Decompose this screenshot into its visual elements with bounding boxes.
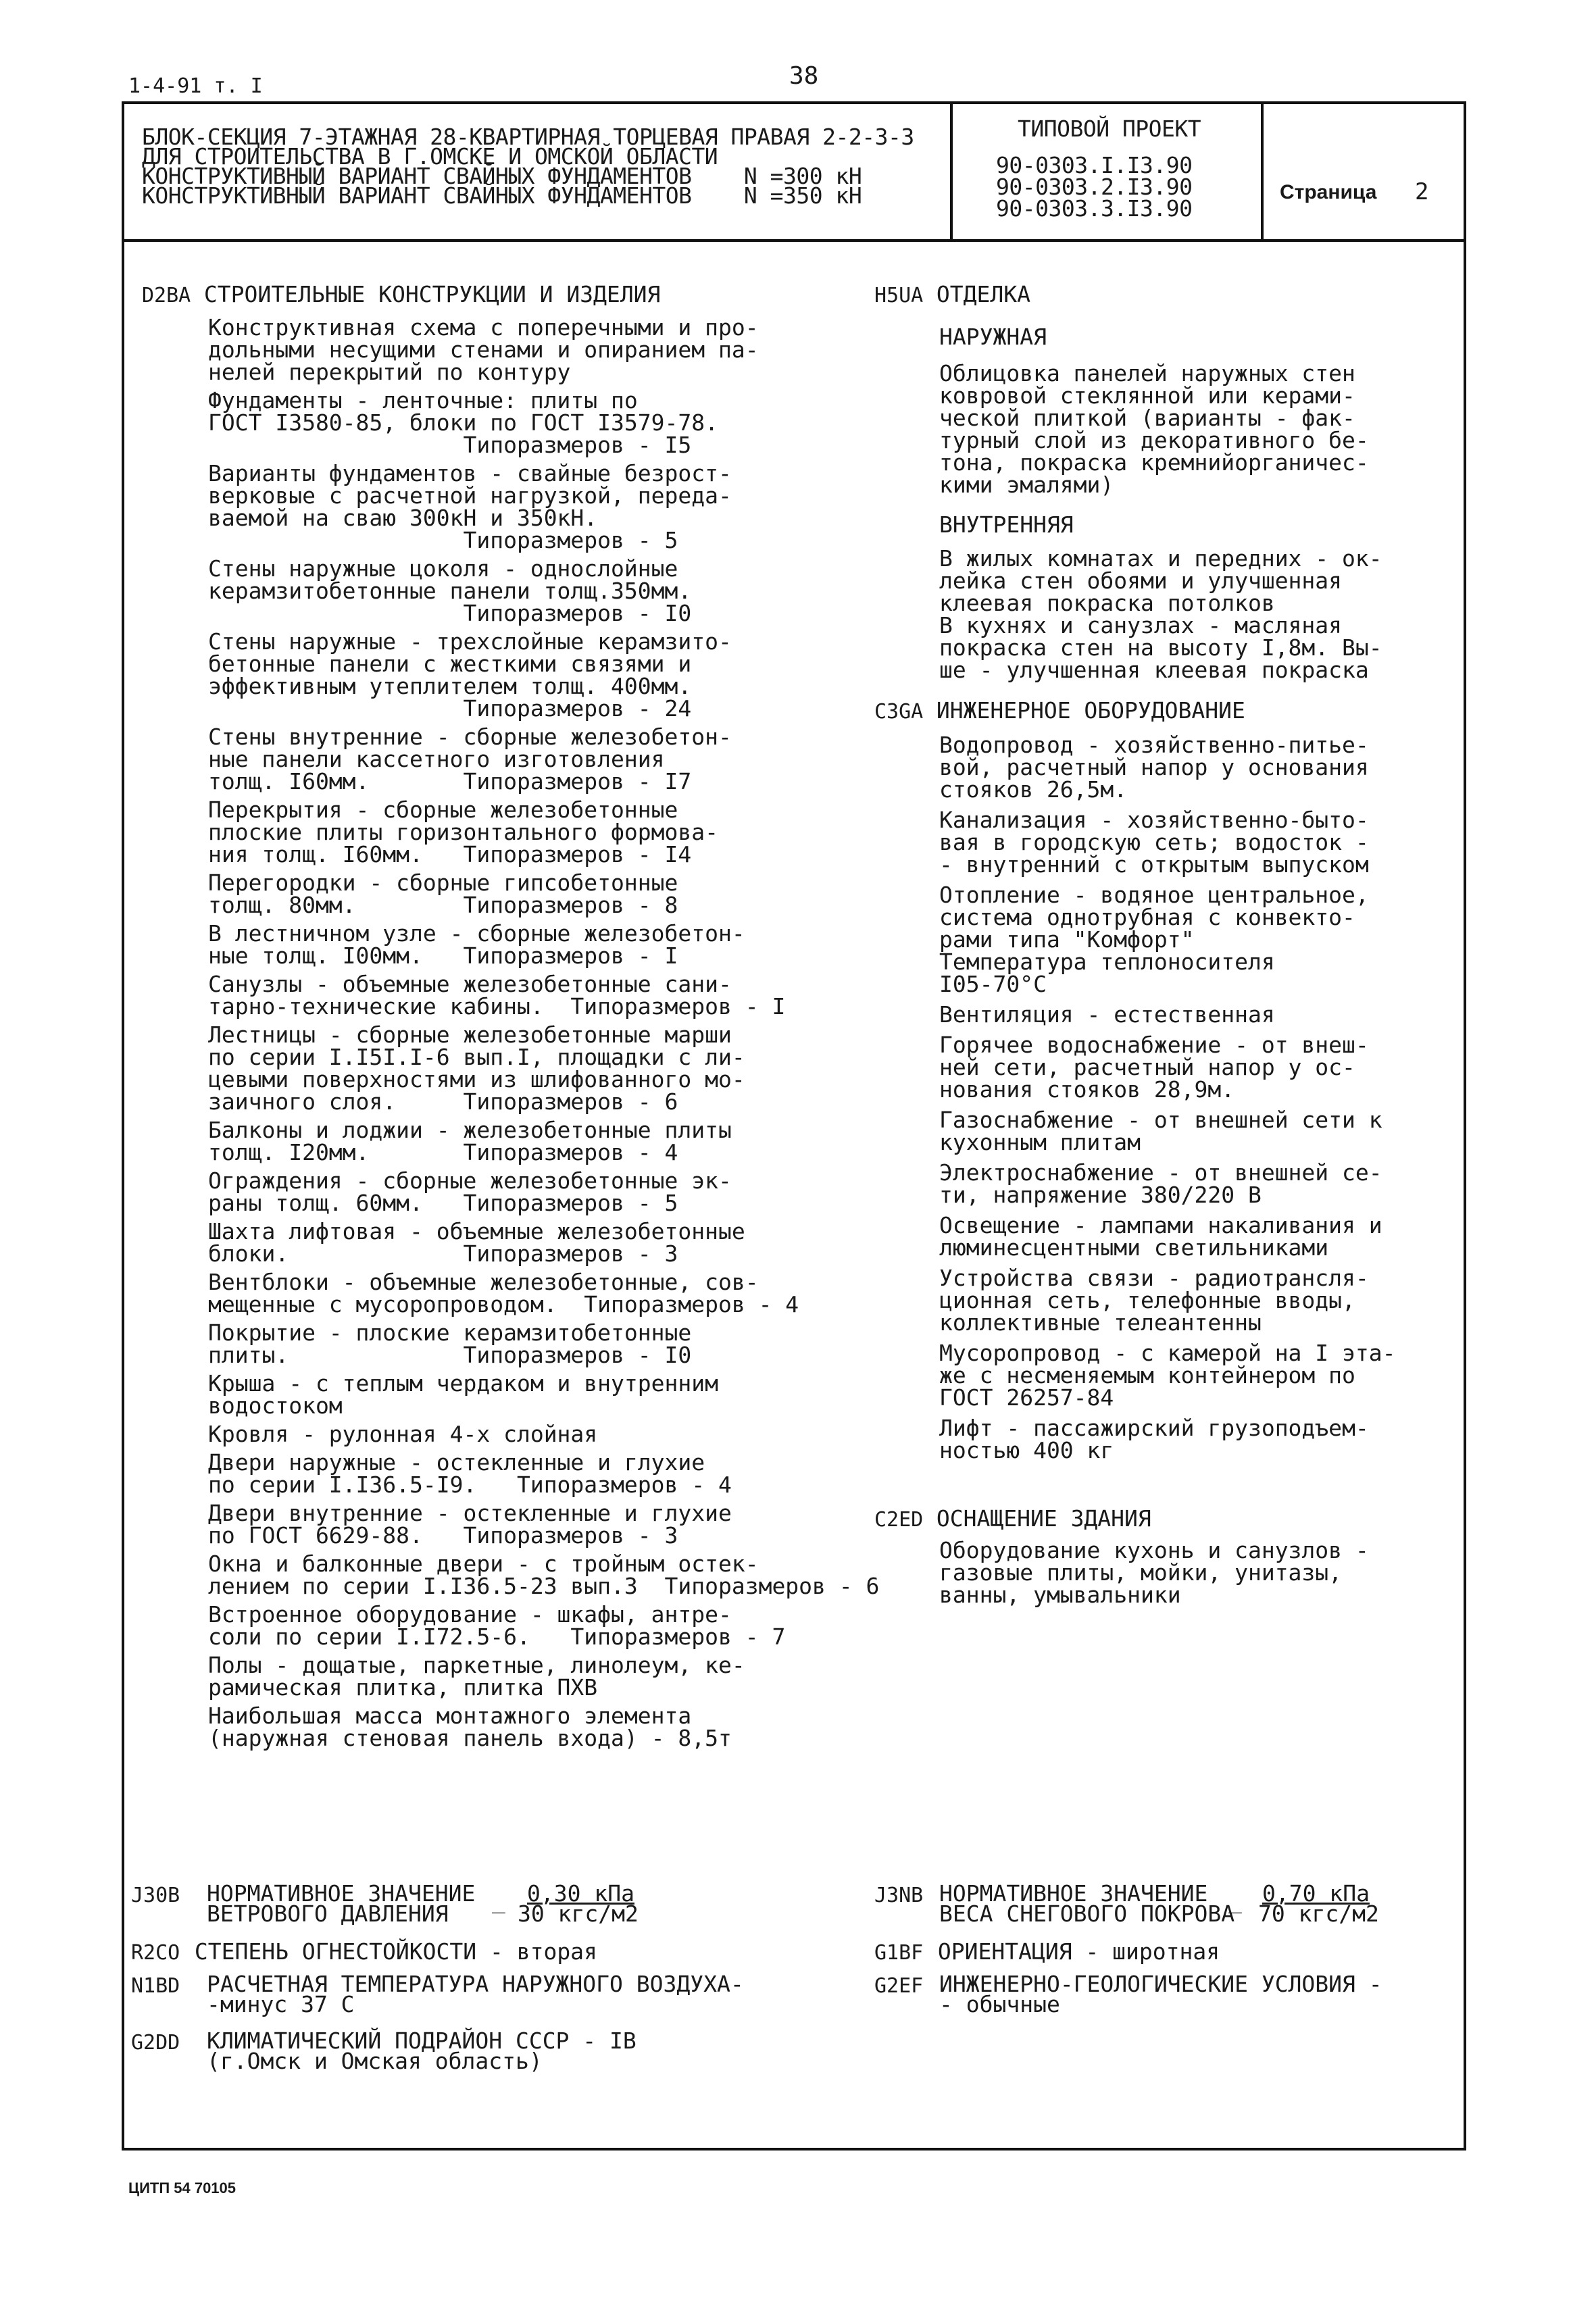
section-code: D2BA	[142, 284, 191, 307]
finish-outer-line: турный слой из декоративного бе-	[939, 427, 1369, 453]
engineering-item	[939, 1109, 1426, 1153]
engineering-item-line: Горячее водоснабжение - от внеш-	[939, 1032, 1369, 1058]
structure-item-line: ния толщ. I60мм. Типоразмеров - I4	[208, 841, 692, 867]
title-line-4: КОНСТРУКТИВНЫЙ ВАРИАНТ СВАЙНЫХ ФУНДАМЕНТОВ N =350 кН	[142, 182, 862, 209]
engineering-item-line: I05-70°С	[939, 971, 1047, 997]
finish-inner-title: ВНУТРЕННЯЯ	[939, 511, 1074, 538]
engineering-item	[939, 1342, 1426, 1409]
structure-item-line: Стены наружные цоколя - однослойные	[208, 555, 678, 582]
section-engineering	[874, 697, 1245, 724]
structure-item	[208, 1451, 803, 1496]
finish-outer-title: НАРУЖНАЯ	[939, 324, 1047, 350]
engineering-item	[939, 1214, 1426, 1259]
engineering-item-line: Температура теплоносителя	[939, 949, 1275, 975]
project-number-3: 90-0303.3.I3.90	[996, 195, 1193, 222]
structure-item	[208, 389, 803, 456]
structure-item-line: ные панели кассетного изготовления	[208, 746, 665, 772]
structure-item-line: эффективным утеплителем толщ. 400мм.	[208, 673, 692, 699]
engineering-item-line: Канализация - хозяйственно-быто-	[939, 807, 1369, 833]
finish-outer-line: кими эмалями)	[939, 472, 1114, 498]
structure-item-line: Покрытие - плоские керамзитобетонные	[208, 1319, 692, 1346]
structure-item	[208, 971, 803, 1020]
structure-item	[208, 1372, 803, 1417]
structure-item-line: Двери внутренние - остекленные и глухие	[208, 1500, 732, 1526]
engineering-item-line: ностью 400 кг	[939, 1437, 1114, 1463]
structure-item-line: Типоразмеров - I5	[208, 432, 692, 458]
structure-item	[208, 799, 803, 865]
finish-outer-line: Облицовка панелей наружных стен	[939, 360, 1355, 386]
structure-item-line: нелей перекрытий по контуру	[208, 359, 571, 385]
engineering-item-line: Лифт - пассажирский грузоподъем-	[939, 1415, 1369, 1441]
project-number-1: 90-0303.I.I3.90	[996, 152, 1193, 178]
engineering-item-line: ней сети, расчетный напор у ос-	[939, 1054, 1355, 1080]
equipment-line: ванны, умывальники	[939, 1582, 1181, 1608]
structure-item-line: по серии I.I5I.I-6 вып.I, площадки с ли-	[208, 1044, 745, 1070]
sheet-block	[1264, 101, 1466, 242]
structure-item-line: по серии I.I36.5-I9. Типоразмеров - 4	[208, 1472, 732, 1498]
structure-item-line: дольными несущими стенами и опиранием па-	[208, 336, 759, 363]
fraction-dash: _	[1228, 1887, 1242, 1913]
structure-item	[208, 316, 803, 383]
structure-item-line: толщ. I20мм. Типоразмеров - 4	[208, 1139, 678, 1165]
structure-item-line: керамзитобетонные панели толщ.350мм.	[208, 578, 692, 604]
param-numerator: 0,70 кПа	[1262, 1880, 1370, 1907]
structure-item-line: водостоком	[208, 1392, 343, 1419]
equipment-line: Оборудование кухонь и санузлов -	[939, 1537, 1369, 1563]
structure-item-line: блоки. Типоразмеров - 3	[208, 1240, 678, 1267]
param-line-2: -минус 37 С	[207, 1991, 355, 2017]
param-code: J3NB	[874, 1884, 924, 1907]
fire-resistance	[131, 1940, 597, 1965]
section-equipment	[874, 1505, 1151, 1532]
sheet-value: 2	[1415, 178, 1429, 205]
engineering-item-line: ти, напряжение 380/220 В	[939, 1182, 1262, 1208]
finish-outer-line: тона, покраска кремнийорганичес-	[939, 449, 1369, 476]
structure-item-line: Наибольшая масса монтажного элемента	[208, 1703, 692, 1729]
param-denominator: 30 кгс/м2	[518, 1901, 639, 1927]
project-number-2: 90-0303.2.I3.90	[996, 174, 1193, 200]
structure-item-line: Перекрытия - сборные железобетонные	[208, 797, 678, 823]
section-finish	[874, 281, 1030, 307]
engineering-item-line: коллективные телеантенны	[939, 1309, 1262, 1336]
finish-inner-line: ше - улучшенная клеевая покраска	[939, 657, 1369, 683]
page-number: 38	[789, 62, 819, 90]
structure-item	[208, 1654, 803, 1699]
section-heading: ОСНАЩЕНИЕ ЗДАНИЯ	[936, 1505, 1151, 1532]
engineering-item-line: - внутренний с открытым выпуском	[939, 851, 1369, 878]
structure-item	[208, 922, 803, 967]
structure-item-line: Крыша - с теплым чердаком и внутренним	[208, 1370, 718, 1397]
project-label: ТИПОВОЙ ПРОЕКТ	[1018, 116, 1201, 142]
structure-item	[208, 1169, 803, 1214]
project-block	[953, 101, 1264, 242]
structure-item-line: Типоразмеров - I0	[208, 600, 692, 626]
structure-item-line: Типоразмеров - 24	[208, 695, 692, 722]
structure-item	[208, 462, 803, 551]
engineering-item	[939, 734, 1426, 801]
structure-item-line: Балконы и лоджии - железобетонные плиты	[208, 1117, 732, 1143]
param-code: N1BD	[131, 1974, 180, 1998]
engineering-item-line: Мусоропровод - с камерой на I эта-	[939, 1340, 1396, 1366]
structure-item-line: толщ. I60мм. Типоразмеров - I7	[208, 768, 692, 795]
param-line-1: КЛИМАТИЧЕСКИЙ ПОДРАЙОН СССР - IВ	[207, 2028, 637, 2054]
structure-item-line: Полы - дощатые, паркетные, линолеум, ке-	[208, 1652, 745, 1678]
param-denominator: 70 кгс/м2	[1258, 1901, 1379, 1927]
section-heading: ИНЖЕНЕРНОЕ ОБОРУДОВАНИЕ	[936, 697, 1245, 724]
engineering-item-line: ГОСТ 26257-84	[939, 1384, 1114, 1411]
param-line-1: НОРМАТИВНОЕ ЗНАЧЕНИЕ	[207, 1880, 476, 1907]
param-line-2: - обычные	[939, 1991, 1060, 2017]
param-code: G2EF	[874, 1974, 924, 1998]
engineering-item	[939, 1034, 1426, 1101]
engineering-item-line: рами типа "Комфорт"	[939, 926, 1195, 953]
engineering-item-line: Газоснабжение - от внешней сети к	[939, 1107, 1382, 1133]
engineering-item	[939, 809, 1426, 876]
param-code: G2DD	[131, 2031, 180, 2055]
structure-item-line: толщ. 80мм. Типоразмеров - 8	[208, 892, 678, 918]
structure-item-line: раны толщ. 60мм. Типоразмеров - 5	[208, 1190, 678, 1216]
structure-item	[208, 1319, 803, 1368]
structure-item-line: верковые с расчетной нагрузкой, переда-	[208, 482, 732, 509]
engineering-item	[939, 1003, 1426, 1026]
param-code: R2CO	[131, 1941, 180, 1965]
structure-item	[208, 1024, 803, 1113]
structure-item-line: цевыми поверхностями из шлифованного мо-	[208, 1066, 745, 1092]
structure-item-line: Варианты фундаментов - свайные безрост-	[208, 460, 732, 486]
structure-item-line: Вентблоки - объемные железобетонные, сов-	[208, 1269, 759, 1295]
param-line-2: ВЕТРОВОГО ДАВЛЕНИЯ	[207, 1901, 449, 1927]
structure-item	[208, 726, 803, 793]
orientation	[874, 1940, 1220, 1965]
structures-list	[208, 314, 880, 1755]
structure-item-line: по ГОСТ 6629-88. Типоразмеров - 3	[208, 1522, 678, 1549]
engineering-item-line: Устройства связи - радиотрансля-	[939, 1265, 1369, 1291]
structure-item	[208, 1603, 803, 1648]
engineering-item-line: Электроснабжение - от внешней се-	[939, 1159, 1382, 1186]
finish-inner-line: В кухнях и санузлах - масляная	[939, 612, 1343, 638]
structure-item-line: Двери наружные - остекленные и глухие	[208, 1449, 705, 1476]
structure-item	[208, 1271, 803, 1315]
structure-item	[208, 1220, 803, 1265]
finish-outer-line: ковровой стеклянной или керами-	[939, 382, 1355, 409]
engineering-item-line: система однотрубная с конвекто-	[939, 904, 1355, 930]
engineering-item-line: люминесцентными светильниками	[939, 1234, 1329, 1261]
title-line-1: БЛОК-СЕКЦИЯ 7-ЭТАЖНАЯ 28-КВАРТИРНАЯ ТОРЦЕВАЯ ПРАВАЯ 2-2-3-3	[142, 124, 914, 150]
structure-item-line: мещенные с мусоропроводом. Типоразмеров - 4	[208, 1291, 799, 1317]
section-code: C2ED	[874, 1508, 924, 1532]
structure-item-line: Перегородки - сборные гипсобетонные	[208, 870, 678, 896]
structure-item-line: заичного слоя. Типоразмеров - 6	[208, 1088, 678, 1115]
section-code: H5UA	[874, 284, 924, 307]
structure-item-line: Фундаменты - ленточные: плиты по	[208, 387, 638, 413]
structure-item-line: рамическая плитка, плитка ПХВ	[208, 1674, 598, 1701]
structure-item	[208, 557, 803, 624]
finish-inner-line: покраска стен на высоту I,8м. Вы-	[939, 634, 1382, 661]
equipment-text	[939, 1539, 1369, 1606]
structure-item-line: Кровля - рулонная 4-х слойная	[208, 1421, 598, 1447]
structure-item	[208, 1119, 803, 1163]
finish-inner-line: В жилых комнатах и передних - ок-	[939, 545, 1382, 572]
param-text: СТЕПЕНЬ ОГНЕСТОЙКОСТИ - вторая	[194, 1938, 597, 1965]
section-structures	[142, 281, 661, 307]
param-line-1: ИНЖЕНЕРНО-ГЕОЛОГИЧЕСКИЕ УСЛОВИЯ -	[939, 1971, 1382, 1997]
structure-item-line: (наружная стеновая панель входа) - 8,5т	[208, 1725, 732, 1751]
structure-item	[208, 1423, 803, 1445]
structure-item	[208, 1500, 803, 1549]
engineering-item	[939, 1267, 1426, 1334]
param-line-1: НОРМАТИВНОЕ ЗНАЧЕНИЕ	[939, 1880, 1208, 1907]
section-code: C3GA	[874, 700, 924, 724]
structure-item-line: плоские плиты горизонтального формова-	[208, 819, 718, 845]
param-line-2: (г.Омск и Омская область)	[207, 2048, 543, 2074]
finish-inner-line: клеевая покраска потолков	[939, 590, 1275, 616]
finish-outer-text	[939, 362, 1369, 496]
sheet-label: Страница	[1280, 181, 1377, 203]
fraction-dash: _	[492, 1887, 505, 1913]
param-code: J30B	[131, 1884, 180, 1907]
engineering-item-line: вая в городскую сеть; водосток -	[939, 829, 1369, 855]
engineering-item-line: кухонным плитам	[939, 1129, 1141, 1155]
structure-item-line: Стены внутренние - сборные железобетон-	[208, 724, 732, 750]
structure-item-line: плиты. Типоразмеров - I0	[208, 1342, 692, 1368]
structure-item-line: ваемой на сваю 300кН и 350кН.	[208, 505, 598, 531]
structure-item	[208, 1705, 803, 1749]
param-code: G1BF	[874, 1941, 924, 1965]
structure-item-line: лением по серии I.I36.5-23 вып.3 Типоразмеров - 6	[208, 1573, 880, 1599]
param-line-1: РАСЧЕТНАЯ ТЕМПЕРАТУРА НАРУЖНОГО ВОЗДУХА-	[207, 1971, 744, 1997]
section-heading: СТРОИТЕЛЬНЫЕ КОНСТРУКЦИИ И ИЗДЕЛИЯ	[203, 281, 661, 307]
section-heading: ОТДЕЛКА	[936, 281, 1030, 307]
structure-item-line: тарно-технические кабины. Типоразмеров - I	[208, 993, 786, 1020]
engineering-item	[939, 884, 1426, 995]
finish-inner-line: лейка стен обоями и улучшенная	[939, 568, 1343, 594]
doc-reference: 1-4-91 т. I	[128, 74, 263, 98]
engineering-list	[939, 734, 1426, 1469]
engineering-item-line: вой, расчетный напор у основания	[939, 754, 1369, 780]
param-numerator: 0,30 кПа	[527, 1880, 634, 1907]
title-line-2: ДЛЯ СТРОИТЕЛЬСТВА В Г.ОМСКЕ И ОМСКОЙ ОБЛАСТИ	[142, 143, 718, 170]
structure-item-line: Ограждения - сборные железобетонные эк-	[208, 1167, 732, 1194]
equipment-line: газовые плиты, мойки, унитазы,	[939, 1559, 1343, 1586]
param-text: ОРИЕНТАЦИЯ - широтная	[937, 1938, 1220, 1965]
engineering-item-line: Отопление - водяное центральное,	[939, 882, 1369, 908]
structure-item	[208, 1551, 880, 1599]
structure-item-line: соли по серии I.I72.5-6. Типоразмеров - 7	[208, 1624, 786, 1650]
engineering-item-line: ционная сеть, телефонные вводы,	[939, 1287, 1355, 1313]
structure-item-line: Санузлы - объемные железобетонные сани-	[208, 971, 732, 997]
engineering-item-line: нования стояков 28,9м.	[939, 1076, 1235, 1103]
engineering-item-line: же с несменяемым контейнером по	[939, 1362, 1355, 1388]
engineering-item-line: стояков 26,5м.	[939, 776, 1128, 803]
structure-item-line: Встроенное оборудование - шкафы, антре-	[208, 1601, 732, 1628]
title-line-3: КОНСТРУКТИВНЫЙ ВАРИАНТ СВАЙНЫХ ФУНДАМЕНТОВ N =300 кН	[142, 163, 862, 189]
structure-item-line: ные толщ. I00мм. Типоразмеров - I	[208, 942, 678, 969]
structure-item-line: В лестничном узле - сборные железобетон-	[208, 920, 745, 947]
engineering-item-line: Водопровод - хозяйственно-питье-	[939, 732, 1369, 758]
title-block	[122, 101, 953, 242]
structure-item-line: Стены наружные - трехслойные керамзито-	[208, 628, 732, 655]
structure-item-line: бетонные панели с жесткими связями и	[208, 651, 692, 677]
engineering-item-line: Вентиляция - естественная	[939, 1001, 1275, 1028]
finish-outer-line: ческой плиткой (варианты - фак-	[939, 405, 1355, 431]
structure-item	[208, 630, 803, 720]
print-stamp: ЦИТП 54 70105	[128, 2180, 236, 2196]
structure-item-line: Конструктивная схема с поперечными и про-	[208, 314, 759, 341]
structure-item	[208, 872, 803, 916]
structure-item-line: Типоразмеров - 5	[208, 527, 678, 553]
engineering-item	[939, 1161, 1426, 1206]
structure-item-line: Лестницы - сборные железобетонные марши	[208, 1022, 732, 1048]
structure-item-line: Шахта лифтовая - объемные железобетонные	[208, 1218, 745, 1244]
finish-inner-text	[939, 547, 1382, 681]
engineering-item-line: Освещение - лампами накаливания и	[939, 1212, 1382, 1238]
structure-item-line: ГОСТ I3580-85, блоки по ГОСТ I3579-78.	[208, 409, 718, 436]
engineering-item	[939, 1417, 1426, 1461]
structure-item-line: Окна и балконные двери - с тройным остек-	[208, 1551, 759, 1577]
param-line-2: ВЕСА СНЕГОВОГО ПОКРОВА	[939, 1901, 1235, 1927]
